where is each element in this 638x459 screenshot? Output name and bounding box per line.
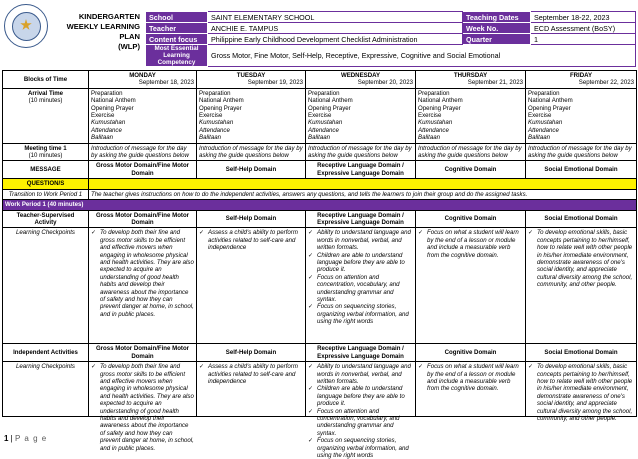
checklist [91, 229, 194, 318]
checkmark-icon: ✓ [308, 437, 314, 445]
arrival-item: Balitaan [199, 134, 222, 142]
domain-language: Receptive Language Domain / Expressive Language Domain [306, 344, 416, 362]
checkpoint-text: To develop emotional skills, basic concepts pertaining to her/himself, how to relate well with other people in his/her immediate environment, demonstrate awareness of one's social identity, and appreciate cultural diversity among the school, community, and other people. [537, 229, 633, 289]
arrival-item: Attendance [199, 126, 230, 134]
learning-checkpoints-row [3, 228, 637, 344]
arrival-item: Kumustahan [528, 119, 563, 127]
week-label: Week No. [463, 23, 531, 34]
quarter-value: 1 [531, 34, 636, 45]
transition-text: The teacher gives instructions on how to do the independent activities, answers any questions, and tells the learners to join their group and do the assigned tasks. [89, 189, 637, 199]
checkmark-icon: ✓ [418, 229, 424, 237]
day-header-wednesday: WEDNESDAY September 20, 2023 [306, 71, 416, 89]
arrival-item: National Anthem [308, 97, 353, 105]
checklist [308, 363, 413, 459]
checkpoint-text: Focus on sequencing stories, organizing verbal information, and using the right words [317, 303, 409, 326]
transition-label: Transition to Work Period 1 [3, 189, 89, 199]
arrival-item: Opening Prayer [418, 104, 461, 112]
checklist [528, 363, 634, 422]
mec-label: Most Essential Learning Competency [146, 45, 208, 67]
arrival-item: National Anthem [199, 97, 244, 105]
arrival-item: Preparation [308, 89, 340, 97]
arrival-item: National Anthem [91, 97, 136, 105]
checklist [199, 363, 303, 385]
checkpoint-item [308, 363, 413, 385]
checkpoint-item [308, 229, 413, 251]
arrival-item: Exercise [418, 112, 442, 120]
arrival-item: Opening Prayer [199, 104, 242, 112]
arrival-item: Kumustahan [418, 119, 453, 127]
checkmark-icon: ✓ [528, 229, 534, 237]
checklist [199, 229, 303, 251]
checkmark-icon: ✓ [528, 363, 534, 371]
checkpoint-cell [416, 362, 526, 417]
checkmark-icon: ✓ [199, 229, 205, 237]
checkmark-icon: ✓ [308, 385, 314, 393]
meeting-text: Introduction of message for the day by asking the guide questions below [306, 143, 416, 161]
checkpoint-text: Assess a child's ability to perform activities related to self-care and independence [208, 363, 298, 385]
checkmark-icon: ✓ [308, 407, 314, 415]
arrival-item: Balitaan [418, 134, 441, 142]
checklist [418, 363, 523, 393]
content-focus-label: Content focus [146, 34, 208, 45]
checkpoint-text: Children are able to understand language before they are able to produce it. [317, 251, 405, 274]
checkmark-icon: ✓ [91, 229, 97, 237]
checkpoint-item [308, 274, 413, 304]
arrival-item: Attendance [308, 126, 339, 134]
school-label: School [146, 12, 208, 23]
checkpoint-item [91, 363, 194, 452]
checkpoint-text: Children are able to understand language before they are able to produce it. [317, 385, 405, 408]
checkpoint-item [528, 229, 634, 288]
message-label: MESSAGE [3, 161, 89, 179]
week-value: ECD Assessment (BoSY) [531, 23, 636, 34]
domain-social-emotional: Social Emotional Domain [526, 210, 637, 228]
arrival-item: Kumustahan [199, 119, 234, 127]
teaching-dates-value: September 18-22, 2023 [531, 12, 636, 23]
page-number: 1 [4, 434, 9, 443]
arrival-item: Exercise [199, 112, 223, 120]
school-value: SAINT ELEMENTARY SCHOOL [208, 12, 463, 23]
domain-cognitive: Cognitive Domain [416, 161, 526, 179]
checkpoint-cell [306, 362, 416, 459]
teacher-supervised-label: Teacher-Supervised Activity [3, 210, 89, 228]
arrival-row [3, 88, 637, 143]
domain-social-emotional: Social Emotional Domain [526, 344, 637, 362]
meeting-text: Introduction of message for the day by asking the guide questions below [526, 143, 637, 161]
meeting-text: Introduction of message for the day by asking the guide questions below [197, 143, 306, 161]
checkpoint-cell [89, 228, 197, 344]
checkpoint-item [528, 363, 634, 422]
arrival-item: National Anthem [528, 97, 573, 105]
arrival-item: Kumustahan [91, 119, 126, 127]
independent-activities-label: Independent Activities [3, 344, 89, 362]
checkpoint-text: Focus on attention and concentration, vocabulary, and understanding grammar and syntax. [317, 273, 400, 303]
checkpoint-cell [89, 362, 197, 452]
meeting-text: Introduction of message for the day by asking the guide questions below [89, 143, 197, 161]
teacher-label: Teacher [146, 23, 208, 34]
checklist [91, 363, 194, 452]
arrival-cell [197, 88, 306, 143]
deped-seal-icon [4, 4, 48, 48]
day-header-tuesday: TUESDAY September 19, 2023 [197, 71, 306, 89]
learning-checkpoints-label: Learning Checkpoints [3, 228, 89, 344]
document-title: KINDERGARTEN WEEKLY LEARNING PLAN (WLP) [66, 12, 140, 51]
arrival-item: Balitaan [528, 134, 551, 142]
checkpoint-text: To develop emotional skills, basic concepts pertaining to her/himself, how to relate well with other people in his/her immediate environment, demonstrate awareness of one's social identity, and appreciate cultural diversity among the school, community, and other people. [537, 363, 633, 422]
checkpoint-cell [526, 228, 637, 344]
checkpoint-item [308, 408, 413, 438]
checkmark-icon: ✓ [199, 363, 205, 371]
domain-gross-fine-motor: Gross Motor Domain/Fine Motor Domain [89, 210, 197, 228]
arrival-item: Attendance [528, 126, 559, 134]
days-header-row [3, 71, 637, 89]
arrival-item: Kumustahan [308, 119, 343, 127]
checkpoint-item [308, 437, 413, 459]
domain-self-help: Self-Help Domain [197, 161, 306, 179]
domain-self-help: Self-Help Domain [197, 210, 306, 228]
arrival-cell [416, 88, 526, 143]
checkpoint-cell [197, 228, 306, 344]
checkmark-icon: ✓ [308, 303, 314, 311]
checkpoint-item [199, 229, 303, 251]
checkpoint-text: Focus on what a student will learn by the end of a lesson or module and include a measurable verb from the cognitive domain. [427, 229, 519, 259]
arrival-item: Exercise [528, 112, 552, 120]
checklist [418, 229, 523, 259]
domain-cognitive: Cognitive Domain [416, 210, 526, 228]
arrival-item: Exercise [308, 112, 332, 120]
page-footer: 1 | P a g e [4, 434, 48, 443]
checkpoint-item [308, 303, 413, 325]
work-period-label: Work Period 1 (40 minutes) [3, 200, 637, 210]
checkpoint-item [418, 229, 523, 259]
checklist [528, 229, 634, 288]
arrival-item: National Anthem [418, 97, 463, 105]
checkmark-icon: ✓ [308, 363, 314, 371]
independent-activities-row [3, 344, 637, 362]
message-row [3, 161, 637, 179]
quarter-label: Quarter [463, 34, 531, 45]
day-header-thursday: THURSDAY September 21, 2023 [416, 71, 526, 89]
meeting-text: Introduction of message for the day by asking the guide questions below [416, 143, 526, 161]
header-info-table [145, 11, 636, 67]
arrival-item: Balitaan [91, 134, 114, 142]
checkmark-icon: ✓ [91, 363, 97, 371]
domain-gross-fine-motor: Gross Motor Domain/Fine Motor Domain [89, 344, 197, 362]
day-header-friday: FRIDAY September 22, 2023 [526, 71, 637, 89]
checkpoint-cell [526, 362, 637, 422]
teacher-value: ANCHIE E. TAMPUS [208, 23, 463, 34]
domain-language: Receptive Language Domain / Expressive Language Domain [306, 161, 416, 179]
arrival-cell [306, 88, 416, 143]
checkpoint-text: Focus on what a student will learn by the end of a lesson or module and include a measurable verb from the cognitive domain. [427, 363, 519, 393]
checkpoint-cell [197, 362, 306, 417]
checkpoint-cell [306, 228, 416, 344]
checkpoint-text: Focus on sequencing stories, organizing verbal information, and using the right words [317, 437, 409, 459]
arrival-item: Preparation [199, 89, 231, 97]
arrival-item: Balitaan [308, 134, 331, 142]
meeting-row [3, 143, 637, 161]
domain-cognitive: Cognitive Domain [416, 344, 526, 362]
checkpoint-item [308, 252, 413, 274]
mec-value: Gross Motor, Fine Motor, Self-Help, Receptive, Expressive, Cognitive and Social Emotional [208, 45, 636, 67]
content-focus-value: Philippine Early Childhood Development Checklist Administration [208, 34, 463, 45]
checkpoint-item [199, 363, 303, 385]
checkpoint-text: Assess a child's ability to perform activities related to self-care and independence [208, 229, 298, 252]
page-word: P a g e [14, 434, 48, 443]
meeting-time-label: Meeting time 1 (10 minutes) [3, 143, 89, 161]
checkmark-icon: ✓ [308, 251, 314, 259]
arrival-item: Preparation [528, 89, 560, 97]
transition-row [3, 189, 637, 199]
arrival-item: Attendance [418, 126, 449, 134]
checklist [308, 229, 413, 325]
learning-checkpoints-row [3, 362, 637, 417]
checkpoint-item [308, 385, 413, 407]
arrival-item: Attendance [91, 126, 122, 134]
checkpoint-item [418, 363, 523, 393]
arrival-time-label: Arrival Time (10 minutes) [3, 88, 89, 143]
checkpoint-text: To develop both their fine and gross motor skills to be efficient and effective movers when engaging in wholesome physical and health activities. They are also expected to acquire an understanding of good health habits and develop their awareness about the importance of safety and how they can prevent danger at home, in school, and in public places. [100, 363, 194, 452]
domain-self-help: Self-Help Domain [197, 344, 306, 362]
arrival-item: Opening Prayer [308, 104, 351, 112]
checkpoint-text: Ability to understand language and words in nonverbal, verbal, and written formats. [317, 363, 411, 385]
questions-label: QUESTION/S [3, 179, 89, 189]
checkpoint-item [91, 229, 194, 318]
domain-language: Receptive Language Domain / Expressive Language Domain [306, 210, 416, 228]
checkmark-icon: ✓ [418, 363, 424, 371]
teacher-supervised-row [3, 210, 637, 228]
domain-social-emotional: Social Emotional Domain [526, 161, 637, 179]
arrival-cell [526, 88, 637, 143]
arrival-item: Exercise [91, 112, 115, 120]
learning-checkpoints-label: Learning Checkpoints [3, 362, 89, 417]
checkmark-icon: ✓ [308, 273, 314, 281]
arrival-item: Preparation [91, 89, 123, 97]
questions-cell [89, 179, 637, 189]
arrival-item: Preparation [418, 89, 450, 97]
questions-row [3, 179, 637, 189]
arrival-item: Opening Prayer [528, 104, 571, 112]
domain-gross-fine-motor: Gross Motor Domain/Fine Motor Domain [89, 161, 197, 179]
checkpoint-text: Ability to understand language and words in nonverbal, verbal, and written formats. [317, 229, 411, 252]
checkpoint-text: Focus on attention and concentration, vocabulary, and understanding grammar and syntax. [317, 407, 400, 437]
arrival-item: Opening Prayer [91, 104, 134, 112]
work-period-row [3, 200, 637, 210]
teaching-dates-label: Teaching Dates [463, 12, 531, 23]
arrival-cell [89, 88, 197, 143]
day-header-monday: MONDAY September 18, 2023 [89, 71, 197, 89]
blocks-of-time-header: Blocks of Time [3, 71, 89, 89]
checkpoint-cell [416, 228, 526, 344]
checkmark-icon: ✓ [308, 229, 314, 237]
checkpoint-text: To develop both their fine and gross motor skills to be efficient and effective movers when engaging in wholesome physical and health activities. They are also expected to acquire an understanding of good health habits and develop their awareness about the importance of safety and how they can prevent danger at home, in school, and in public places. [100, 229, 194, 318]
